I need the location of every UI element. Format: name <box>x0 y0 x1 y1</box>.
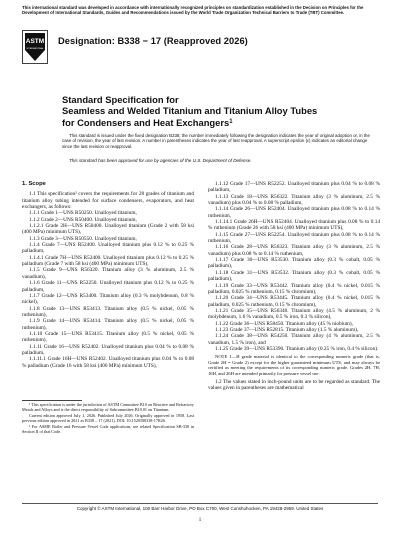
paragraph: 1.1 This specification² covers the requirements for 28 grades of titanium and titanium alloy tubing intended for surface condensers, evaporators, and heat exchangers, as follows: <box>22 191 194 211</box>
footnote: ¹ This specification is under the jurisdiction of ASTM Committee B10 on Reactive and Refractory Metals and Alloys and is the direct responsibility of Subcommittee B10.01 on Titanium. <box>22 402 194 413</box>
approved-note: This standard has been approved for use by agencies of the U.S. Department of Defense. <box>69 158 252 163</box>
footnote: Current edition approved July 1, 2026. Published July 2026. Originally approved in 1958. Last previous edition approved in 2021 as B338 – 17 (2021). DOI: 10.1520/B0338-17R26. <box>22 413 194 424</box>
paragraph: 1.1.15 Grade 27—UNS R52254. Unalloyed titanium plus 0.08 % to 0.14 % ruthenium, <box>208 231 380 245</box>
paragraph: 1.1.21 Grade 35—UNS R56340. Titanium alloy (4.5 % aluminum, 2 % molybdenum, 1.6 % vanadium, 0.5 % iron, 0.3 % silicon), <box>208 307 380 321</box>
paragraph: 1.1.10 Grade 15—UNS R53415. Titanium alloy (0.5 % nickel, 0.05 % ruthenium), <box>22 330 194 344</box>
footnote-divider <box>22 400 82 401</box>
paragraph: 1.1.2.1 Grade 2H—UNS R50400. Unalloyed titanium (Grade 2 with 58 ksi (400 MPa) minimum UTS), <box>22 223 194 236</box>
svg-text:ASTM: ASTM <box>25 38 45 45</box>
paragraph: 1.1.16 Grade 28—UNS R56323. Titanium alloy (3 % aluminum, 2.5 % vanadium) plus 0.08 % to 0.14 % ruthenium, <box>208 244 380 257</box>
paragraph: 1.1.23 Grade 37—UNS R52815. Titanium alloy (1.5 % aluminum), <box>215 326 359 333</box>
logo-sub-text: INTERNATIONAL <box>26 48 44 50</box>
paragraph: 1.1.14.1 Grade 26H—UNS R52404. Unalloyed titanium plus 0.08 % to 0.14 % ruthenium (Grade 26 with 58 ksi (400 MPa) minimum UTS), <box>208 219 380 232</box>
paragraph: 1.1.9 Grade 14—UNS R53414. Titanium alloy (0.5 % nickel, 0.05 % ruthenium), <box>22 318 194 331</box>
document-title <box>62 94 372 128</box>
paragraph: 1.1.11.1 Grade 16H—UNS R52402. Unalloyed titanium plus 0.04 % to 0.08 % palladium (Grade 16 with 58 ksi (400 MPa) minimum UTS), <box>22 356 194 369</box>
paragraph: 1.1.24 Grade 38—UNS R54250. Titanium alloy (4 % aluminum, 2.5 % vanadium, 1.5 % iron), and <box>208 333 380 346</box>
footnotes <box>22 402 194 436</box>
paragraph: 1.1.7 Grade 12—UNS R53400. Titanium alloy (0.3 % molybdenum, 0.8 % nickel), <box>22 292 194 306</box>
issued-note: This standard is issued under the fixed designation B338; the number immediately following the designation indicates the year of original adoption or, in the case of revision, the year of last revision. A number in parentheses indicates the year of last reapproval. A superscript epsilon (ε) indicates an editorial change since the last revision or reapproval. <box>62 133 370 149</box>
footer-divider <box>22 503 378 504</box>
paragraph: 1.1.14 Grade 26—UNS R52404. Unalloyed titanium plus 0.08 % to 0.14 % ruthenium, <box>208 206 380 219</box>
title-line-3-text: for Condensers and Heat Exchangers <box>62 116 230 128</box>
paragraph: 1.1.17 Grade 30—UNS R53530. Titanium alloy (0.3 % cobalt, 0.05 % palladium), <box>208 257 380 270</box>
paragraph: 1.1.22 Grade 36—UNS R58450. Titanium alloy (45 % niobium), <box>215 320 354 327</box>
designation: Designation: B338 − 17 (Reapproved 2026) <box>58 36 248 46</box>
footnote: ² For ASME Boiler and Pressure Vessel Code applications, see related Specification SB-338 in Section II of that Code. <box>22 424 194 435</box>
left-column <box>22 181 194 369</box>
wto-notice: This international standard was developed in accordance with internationally recognized principles on standardization established in the Decision on Principles for the Development of International Standards, Guides and Recommendations issued by the World Trade Organization Technical Barriers to Trade (TBT) Committee. <box>22 5 364 16</box>
copyright-line: Copyright © ASTM International, 100 Barr Harbor Drive, PO Box C700, West Conshohocken, PA 19428-2959. United States <box>76 506 324 511</box>
astm-logo <box>22 30 48 64</box>
paragraph: 1.1.13 Grade 18—UNS R56322. Titanium alloy (3 % aluminum, 2.5 % vanadium) plus 0.04 % to 0.08 % palladium, <box>208 193 380 207</box>
paragraph: 1.1.5 Grade 9—UNS R56320. Titanium alloy (3 % aluminum, 2.5 % vanadium), <box>22 267 194 280</box>
paragraph: 1.1.4 Grade 7—UNS R52400. Unalloyed titanium plus 0.12 % to 0.25 % palladium, <box>22 242 194 255</box>
paragraph: 1.1.11 Grade 16—UNS R52402. Unalloyed titanium plus 0.04 % to 0.08 % palladium, <box>22 343 194 356</box>
paragraph: 1.1.4.1 Grade 7H—UNS R52400. Unalloyed titanium plus 0.12 % to 0.25 % palladium (Grade 7 with 58 ksi (400 MPa) minimum UTS), <box>22 254 194 268</box>
title-footnote-marker: 1 <box>229 118 233 125</box>
paragraph: 1.1.18 Grade 31—UNS R53532. Titanium alloy (0.3 % cobalt, 0.05 % palladium), <box>208 269 380 283</box>
title-line-1: Standard Specification for <box>62 94 179 105</box>
right-column <box>208 181 380 391</box>
paragraph: 1.1.1 Grade 1—UNS R50250. Unalloyed titanium, <box>29 210 137 217</box>
page-number: 1 <box>198 517 202 523</box>
paragraph: 1.1.20 Grade 34—UNS R53445. Titanium alloy (0.4 % nickel, 0.015 % palladium, 0.025 % ruthenium, 0.15 % chromium), <box>208 295 380 308</box>
paragraph: 1.1.12 Grade 17—UNS R52252. Unalloyed titanium plus 0.04 % to 0.08 % palladium, <box>208 181 380 194</box>
scope-heading: 1. Scope <box>22 181 46 187</box>
title-line-2: Seamless and Welded Titanium and Titanium Alloy Tubes <box>62 105 318 117</box>
paragraph: 1.1.19 Grade 33—UNS R53442. Titanium alloy (0.4 % nickel, 0.015 % palladium, 0.025 % ruthenium, 0.15 % chromium), <box>208 282 380 295</box>
paragraph: 1.1.8 Grade 13—UNS R53413. Titanium alloy (0.5 % nickel, 0.05 % ruthenium), <box>22 305 194 318</box>
title-line-3 <box>62 117 372 128</box>
paragraph: 1.1.25 Grade 39—UNS R53390. Titanium alloy (0.25 % iron, 0.4 % silicon). <box>215 345 379 352</box>
paragraph: 1.2 The values stated in inch-pound units are to be regarded as standard. The values given in parentheses are mathematical <box>208 378 380 391</box>
paragraph: 1.1.3 Grade 3—UNS R50550. Unalloyed titanium, <box>29 235 137 242</box>
note-1: NOTE 1—H grade material is identical to the corresponding numeric grade (that is, Grade 2H = Grade 2) except for the higher guaranteed minimum UTS, and may always be certified as meeting the requirements of its corresponding numeric grade. Grades 2H, 7H, 16H, and 26H are intended primarily for pressure vessel use. <box>208 354 380 377</box>
paragraph: 1.1.2 Grade 2—UNS R50400. Unalloyed titanium, <box>29 216 137 223</box>
paragraph: 1.1.6 Grade 11—UNS R52250. Unalloyed titanium plus 0.12 % to 0.25 % palladium, <box>22 280 194 293</box>
